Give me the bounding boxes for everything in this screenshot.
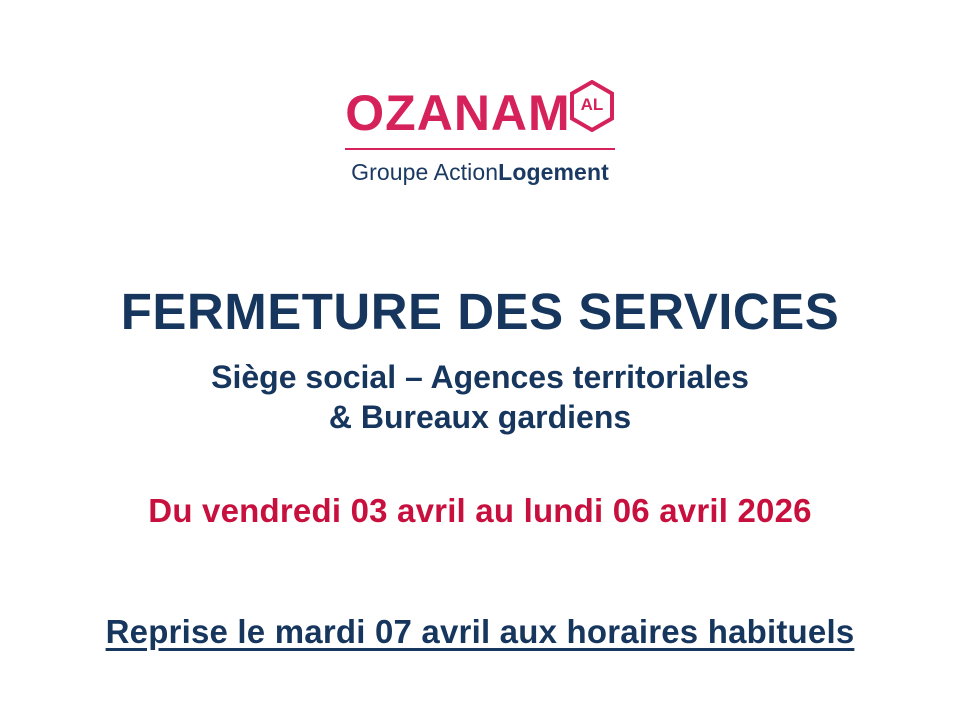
closure-dates: Du vendredi 03 avril au lundi 06 avril 2026 [148,492,812,529]
reopening-notice [0,613,960,651]
logo-divider-rule [345,148,615,150]
subtitle-line-1: Siège social – Agences territoriales [211,359,749,395]
logo-wordmark-row [345,85,614,141]
subtitle [0,357,960,437]
svg-text:AL: AL [580,95,604,114]
logo-tagline [351,159,609,186]
logo-tagline-bold: Logement [498,159,609,185]
reopening-notice-text: Reprise le mardi 07 avril aux horaires habituels [105,613,855,650]
logo-wordmark-text: OZANAM [345,85,571,141]
company-logo [0,85,960,186]
subtitle-line-2: & Bureaux gardiens [328,399,632,435]
page-title: FERMETURE DES SERVICES [120,283,840,340]
logo-tagline-light: Groupe Action [351,159,499,185]
hexagon-badge-icon [569,80,615,132]
